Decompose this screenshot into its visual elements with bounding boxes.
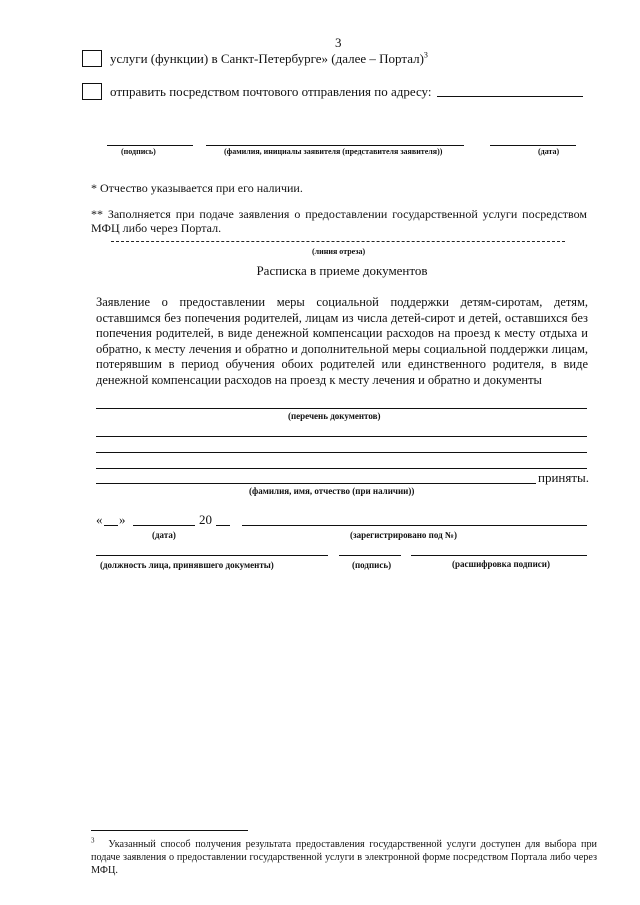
accepted-text: приняты.	[538, 470, 590, 485]
receipt-title-row	[0, 263, 640, 278]
cut-line-caption: (линия отреза)	[312, 247, 366, 256]
accepted-fio-caption: (фамилия, имя, отчество (при наличии))	[249, 486, 415, 496]
cut-line	[111, 241, 565, 242]
receipt-date-caption: (дата)	[152, 530, 176, 540]
month-field[interactable]	[133, 525, 195, 526]
registration-number-field[interactable]	[242, 525, 587, 526]
official-decode-line[interactable]	[411, 555, 587, 556]
portal-option-label	[110, 51, 428, 66]
date-open-quote: «	[96, 512, 103, 527]
day-field[interactable]	[104, 525, 118, 526]
note-mfc: ** Заполняется при подаче заявления о предоставлении государственной услуги посредством МФЦ либо через Портал.	[91, 207, 587, 235]
footnote-separator	[91, 830, 248, 831]
applicant-signature-line[interactable]	[107, 145, 193, 146]
applicant-date-line[interactable]	[490, 145, 576, 146]
year-field[interactable]	[216, 525, 230, 526]
official-position-caption: (должность лица, принявшего документы)	[100, 560, 274, 570]
mail-address-field[interactable]	[437, 96, 583, 97]
page-number: 3	[335, 35, 342, 50]
official-signature-line[interactable]	[339, 555, 401, 556]
documents-line-2[interactable]	[96, 436, 587, 437]
note-patronymic: * Отчество указывается при его наличии.	[91, 181, 303, 195]
portal-option-text: услуги (функции) в Санкт-Петербурге» (далее – Портал)	[110, 51, 424, 66]
registered-caption: (зарегистрировано под №)	[350, 530, 457, 540]
documents-caption: (перечень документов)	[288, 411, 381, 421]
footnote	[91, 838, 597, 877]
documents-line-4[interactable]	[96, 468, 587, 469]
year-prefix: 20	[199, 512, 212, 527]
date-caption: (дата)	[538, 147, 560, 156]
applicant-fio-line[interactable]	[206, 145, 464, 146]
footnote-text: Указанный способ получения результата предоставления государственной услуги доступен для выбора при подаче заявления о предоставлении государственной услуги в электронной форме посредством Портала либо через МФЦ.	[91, 839, 597, 876]
receipt-title: Расписка в приеме документов	[256, 263, 428, 278]
signature-caption: (подпись)	[121, 147, 156, 156]
mail-option-label: отправить посредством почтового отправления по адресу:	[110, 84, 432, 99]
documents-line-3[interactable]	[96, 452, 587, 453]
documents-line-1[interactable]	[96, 408, 587, 409]
accepted-fio-line[interactable]	[96, 483, 536, 484]
date-close-quote: »	[119, 512, 126, 527]
official-signature-caption: (подпись)	[352, 560, 392, 570]
fio-caption: (фамилия, инициалы заявителя (представителя заявителя))	[224, 147, 443, 156]
official-decode-caption: (расшифровка подписи)	[452, 559, 550, 569]
portal-footnote-ref: 3	[423, 50, 428, 60]
official-position-line[interactable]	[96, 555, 328, 556]
mail-checkbox[interactable]	[82, 83, 102, 100]
portal-checkbox[interactable]	[82, 50, 102, 67]
footnote-mark: 3	[91, 836, 95, 845]
receipt-body: Заявление о предоставлении меры социальной поддержки детям-сиротам, детям, оставшимся без попечения родителей, лицам из числа детей-сирот и детей, оставшихся без попечения родителей, в виде денежной компенсации расходов на проезд к месту отдыха и обратно, к месту лечения и обратно и дополнительной меры социальной поддержки лицам, потерявшим в период обучения обоих родителей или единственного родителя, в виде денежной компенсации расходов на проезд к месту лечения и обратно и документы	[96, 295, 588, 387]
